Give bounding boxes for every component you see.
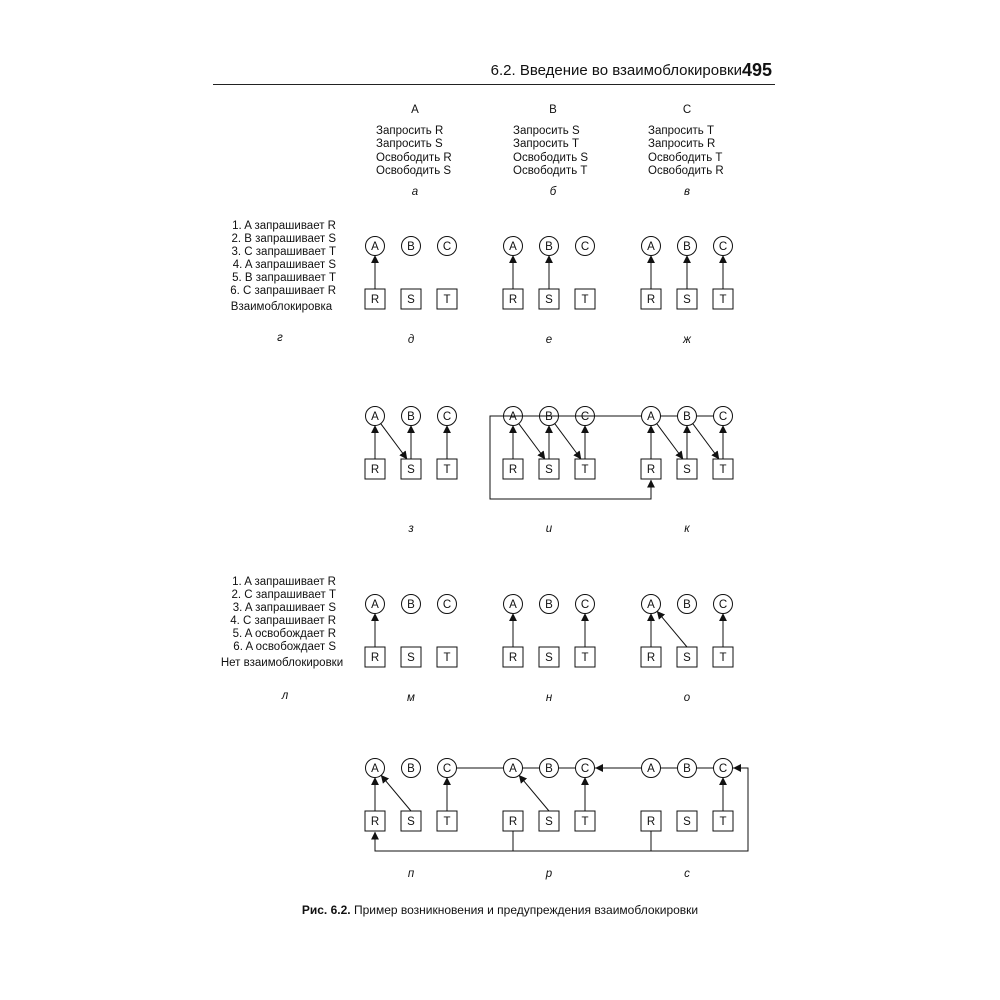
process-name: A	[411, 104, 419, 116]
graph-12	[641, 759, 748, 881]
process-step: Освободить S	[513, 152, 589, 164]
process-step: Освободить T	[513, 165, 588, 177]
edge-B-T	[693, 424, 719, 459]
process-node-label: C	[442, 411, 452, 423]
process-node-label: B	[683, 763, 691, 775]
resource-node-label: T	[581, 294, 589, 306]
process-node-label: C	[718, 241, 728, 253]
resource-node-label: S	[683, 652, 691, 664]
process-node-label: B	[545, 599, 553, 611]
section-title: 6.2. Введение во взаимоблокировки	[490, 62, 742, 79]
process-node-label: B	[683, 241, 691, 253]
process-name: B	[549, 104, 557, 116]
subfigure-label: н	[545, 692, 553, 704]
resource-node-label: R	[370, 294, 380, 306]
process-node-label: B	[407, 411, 415, 423]
process-node-label: A	[647, 599, 655, 611]
edge-B-T	[555, 424, 581, 459]
resource-node-label: R	[646, 816, 656, 828]
process-step: Запросить S	[513, 125, 580, 137]
process-node-label: A	[371, 599, 379, 611]
subfigure-label: б	[549, 186, 557, 198]
edge-S-A	[519, 775, 549, 811]
resource-node-label: S	[407, 816, 415, 828]
resource-node-label: T	[719, 294, 727, 306]
resource-node-label: R	[508, 464, 518, 476]
sequence-step: 4. A запрашивает S	[232, 259, 336, 271]
process-node-label: A	[509, 763, 517, 775]
resource-node-label: S	[545, 294, 553, 306]
resource-node-label: R	[508, 294, 518, 306]
process-node-label: B	[683, 411, 691, 423]
subfigure-label: с	[684, 868, 690, 880]
resource-node-label: S	[545, 464, 553, 476]
subfigure-label: к	[684, 523, 690, 535]
sequence-step: 2. C запрашивает T	[231, 589, 336, 601]
graph-1	[365, 237, 457, 347]
resource-node-label: R	[646, 294, 656, 306]
process-node-label: C	[718, 411, 728, 423]
process-node-label: C	[442, 241, 452, 253]
subfigure-label: а	[411, 186, 419, 198]
resource-node-label: S	[407, 294, 415, 306]
resource-node-label: T	[719, 816, 727, 828]
process-node-label: C	[718, 763, 728, 775]
caption-prefix: Рис. 6.2.	[301, 903, 351, 917]
process-node-label: B	[545, 763, 553, 775]
process-name: C	[682, 104, 692, 116]
edge-A-S	[381, 424, 407, 459]
edge-A-S	[657, 424, 683, 459]
process-node-label: A	[371, 763, 379, 775]
resource-node-label: T	[581, 816, 589, 828]
subfigure-label: ж	[683, 334, 691, 346]
sequence-step: 2. B запрашивает S	[231, 233, 336, 245]
sequence-step: 5. B запрашивает T	[232, 272, 336, 284]
sequence-step: 1. A запрашивает R	[232, 576, 336, 588]
process-step: Запросить T	[513, 138, 580, 150]
process-node-label: C	[580, 411, 590, 423]
process-step: Освободить R	[376, 152, 452, 164]
figure-caption	[0, 903, 1000, 917]
process-node-label: B	[407, 599, 415, 611]
subfigure-label: в	[683, 186, 690, 198]
process-node-label: B	[545, 241, 553, 253]
process-step: Освободить R	[648, 165, 724, 177]
process-node-label: A	[647, 411, 655, 423]
process-node-label: C	[580, 599, 590, 611]
process-node-label: C	[580, 763, 590, 775]
sequence-step: 6. C запрашивает R	[230, 285, 336, 297]
sequence-step: 5. A освобождает R	[232, 628, 336, 640]
edge-S-A	[657, 611, 687, 647]
sequence-step: 6. A освобождает S	[233, 641, 336, 653]
resource-node-label: S	[545, 816, 553, 828]
graph-9	[641, 595, 733, 705]
graph-5	[503, 407, 595, 536]
graph-6	[490, 407, 733, 536]
sequence-result: Взаимоблокировка	[230, 301, 333, 313]
resource-node-label: R	[370, 464, 380, 476]
process-node-label: A	[371, 411, 379, 423]
resource-node-label: S	[407, 652, 415, 664]
process-step: Запросить S	[376, 138, 443, 150]
resource-node-label: T	[581, 652, 589, 664]
process-step: Запросить R	[648, 138, 716, 150]
resource-node-label: T	[581, 464, 589, 476]
process-step: Запросить R	[376, 125, 444, 137]
process-step: Освободить S	[376, 165, 452, 177]
sequence-result: Нет взаимоблокировки	[220, 657, 344, 669]
sequence-step: 4. C запрашивает R	[230, 615, 336, 627]
process-step: Освободить T	[648, 152, 723, 164]
graph-8	[503, 595, 595, 705]
process-node-label: A	[647, 241, 655, 253]
resource-node-label: S	[683, 816, 691, 828]
graph-3	[641, 237, 733, 347]
process-node-label: A	[509, 241, 517, 253]
subfigure-label: и	[545, 523, 553, 535]
resource-node-label: T	[719, 652, 727, 664]
graph-2	[503, 237, 595, 347]
process-node-label: A	[509, 599, 517, 611]
resource-node-label: T	[719, 464, 727, 476]
process-node-label: C	[442, 763, 452, 775]
subfigure-label: е	[545, 334, 553, 346]
resource-node-label: S	[683, 294, 691, 306]
subfigure-label: р	[545, 868, 553, 880]
graph-7	[365, 595, 457, 705]
caption-text: Пример возникновения и предупреждения взаимоблокировки	[350, 903, 699, 917]
sequence-step: 3. A запрашивает S	[232, 602, 336, 614]
edge-C-R	[375, 768, 748, 851]
subfigure-label: г	[277, 332, 283, 344]
subfigure-label: о	[683, 692, 691, 704]
process-node-label: B	[545, 411, 553, 423]
subfigure-label: д	[407, 334, 415, 346]
resource-node-label: S	[683, 464, 691, 476]
process-node-label: A	[371, 241, 379, 253]
resource-node-label: R	[508, 652, 518, 664]
edge-S-A	[381, 775, 411, 811]
edge-A-S	[519, 424, 545, 459]
edge-R-C	[651, 768, 748, 851]
resource-node-label: T	[443, 464, 451, 476]
resource-node-label: R	[370, 652, 380, 664]
graph-11	[503, 759, 748, 881]
graph-4	[365, 407, 457, 536]
resource-node-label: S	[545, 652, 553, 664]
process-node-label: B	[407, 241, 415, 253]
process-step: Запросить T	[648, 125, 715, 137]
process-node-label: C	[442, 599, 452, 611]
resource-node-label: S	[407, 464, 415, 476]
process-node-label: C	[718, 599, 728, 611]
process-node-label: A	[647, 763, 655, 775]
resource-node-label: R	[370, 816, 380, 828]
resource-node-label: T	[443, 652, 451, 664]
process-node-label: B	[407, 763, 415, 775]
sequence-step: 1. A запрашивает R	[232, 220, 336, 232]
resource-node-label: R	[508, 816, 518, 828]
resource-node-label: R	[646, 652, 656, 664]
resource-node-label: T	[443, 294, 451, 306]
subfigure-label: м	[407, 692, 415, 704]
process-node-label: C	[580, 241, 590, 253]
sequence-step: 3. C запрашивает T	[231, 246, 336, 258]
resource-node-label: R	[646, 464, 656, 476]
page-number: 495	[742, 60, 773, 80]
subfigure-label: л	[281, 690, 289, 702]
process-node-label: B	[683, 599, 691, 611]
subfigure-label: п	[407, 868, 415, 880]
process-node-label: A	[509, 411, 517, 423]
subfigure-label: з	[408, 523, 414, 535]
resource-node-label: T	[443, 816, 451, 828]
